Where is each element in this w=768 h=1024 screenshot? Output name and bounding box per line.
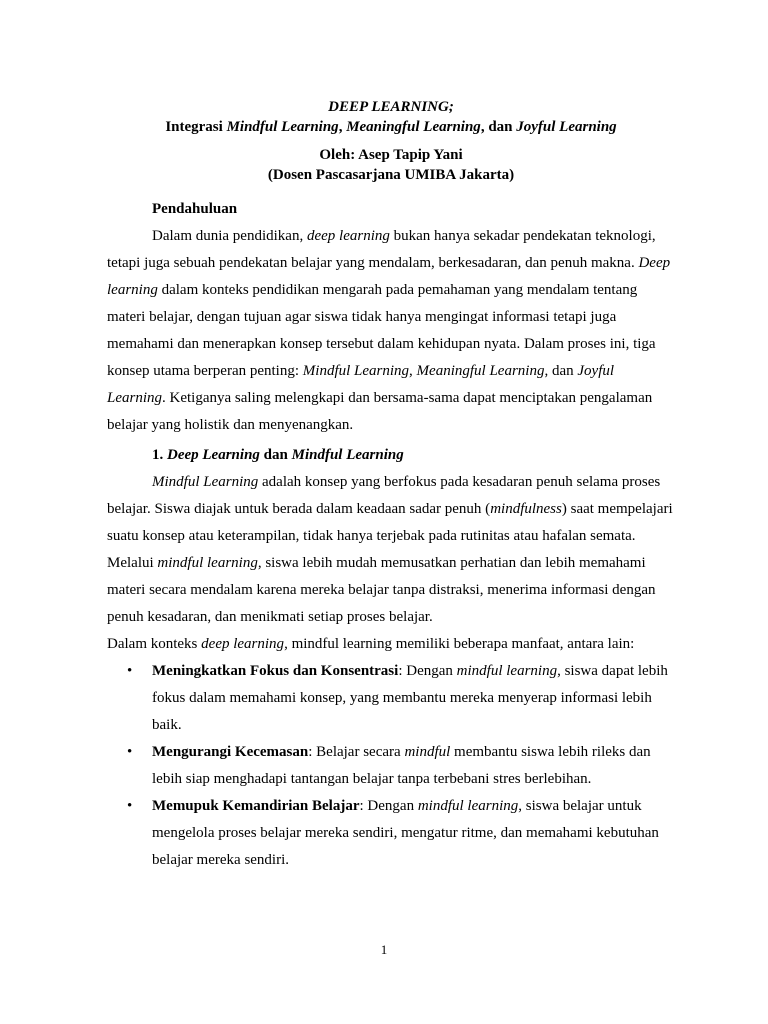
- list-item: • Mengurangi Kecemasan: Belajar secara mindful membantu siswa lebih rileks dan lebih siap menghadapi tantangan belajar tanpa terbebani stres berlebihan.: [107, 739, 675, 793]
- list-item: • Memupuk Kemandirian Belajar: Dengan mindful learning, siswa belajar untuk mengelola proses belajar mereka sendiri, mengatur ritme, dan memahami kebutuhan belajar mereka sendiri.: [107, 793, 675, 874]
- document-subtitle: Integrasi Mindful Learning, Meaningful Learning, dan Joyful Learning: [165, 119, 617, 135]
- bullet-icon: •: [127, 663, 133, 679]
- intro-paragraph: Dalam dunia pendidikan, deep learning bukan hanya sekadar pendekatan teknologi, tetapi juga sebuah pendekatan belajar yang mendalam, berkesadaran, dan penuh makna. Deep learning dalam konteks pendidikan mengarah pada pemahaman yang mendalam tentang materi belajar, dengan tujuan agar siswa tidak hanya mengingat informasi tetapi juga memahami dan menerapkan konsep tersebut dalam kehidupan nyata. Dalam proses ini, tiga konsep utama berperan penting: Mindful Learning, Meaningful Learning, dan Joyful Learning. Ketiganya saling melengkapi dan bersama-sama dapat menciptakan pengalaman belajar yang holistik dan menyenangkan.: [107, 228, 671, 433]
- document-page: [107, 97, 675, 874]
- bullet-icon: •: [127, 798, 133, 814]
- benefits-list: [107, 658, 675, 874]
- list-item: • Meningkatkan Fokus dan Konsentrasi: Dengan mindful learning, siswa dapat lebih fokus dalam memahami konsep, yang membantu mereka menyerap informasi lebih baik.: [107, 658, 675, 739]
- section-1-heading: 1. Deep Learning dan Mindful Learning: [152, 447, 404, 463]
- affiliation-line: (Dosen Pascasarjana UMIBA Jakarta): [267, 167, 515, 183]
- section-1-paragraph: Mindful Learning adalah konsep yang berfokus pada kesadaran penuh selama proses belajar. Siswa diajak untuk berada dalam keadaan sadar penuh (mindfulness) saat mempelajari suatu konsep atau keterampilan, tidak hanya terjebak pada rutinitas atau hafalan semata. Melalui mindful learning, siswa lebih mudah memusatkan perhatian dan lebih memahami materi secara mendalam karena mereka belajar tanpa distraksi, menerima informasi dengan penuh kesadaran, dan menikmati setiap proses belajar.: [107, 474, 673, 625]
- title-block: [107, 97, 675, 185]
- bullet-icon: •: [127, 744, 133, 760]
- page-number: 1: [380, 942, 388, 957]
- intro-heading: Pendahuluan: [152, 201, 238, 217]
- section-1-benefits-intro: Dalam konteks deep learning, mindful learning memiliki beberapa manfaat, antara lain:: [107, 636, 635, 652]
- author-line: Oleh: Asep Tapip Yani: [319, 147, 463, 163]
- document-title: DEEP LEARNING;: [328, 99, 454, 115]
